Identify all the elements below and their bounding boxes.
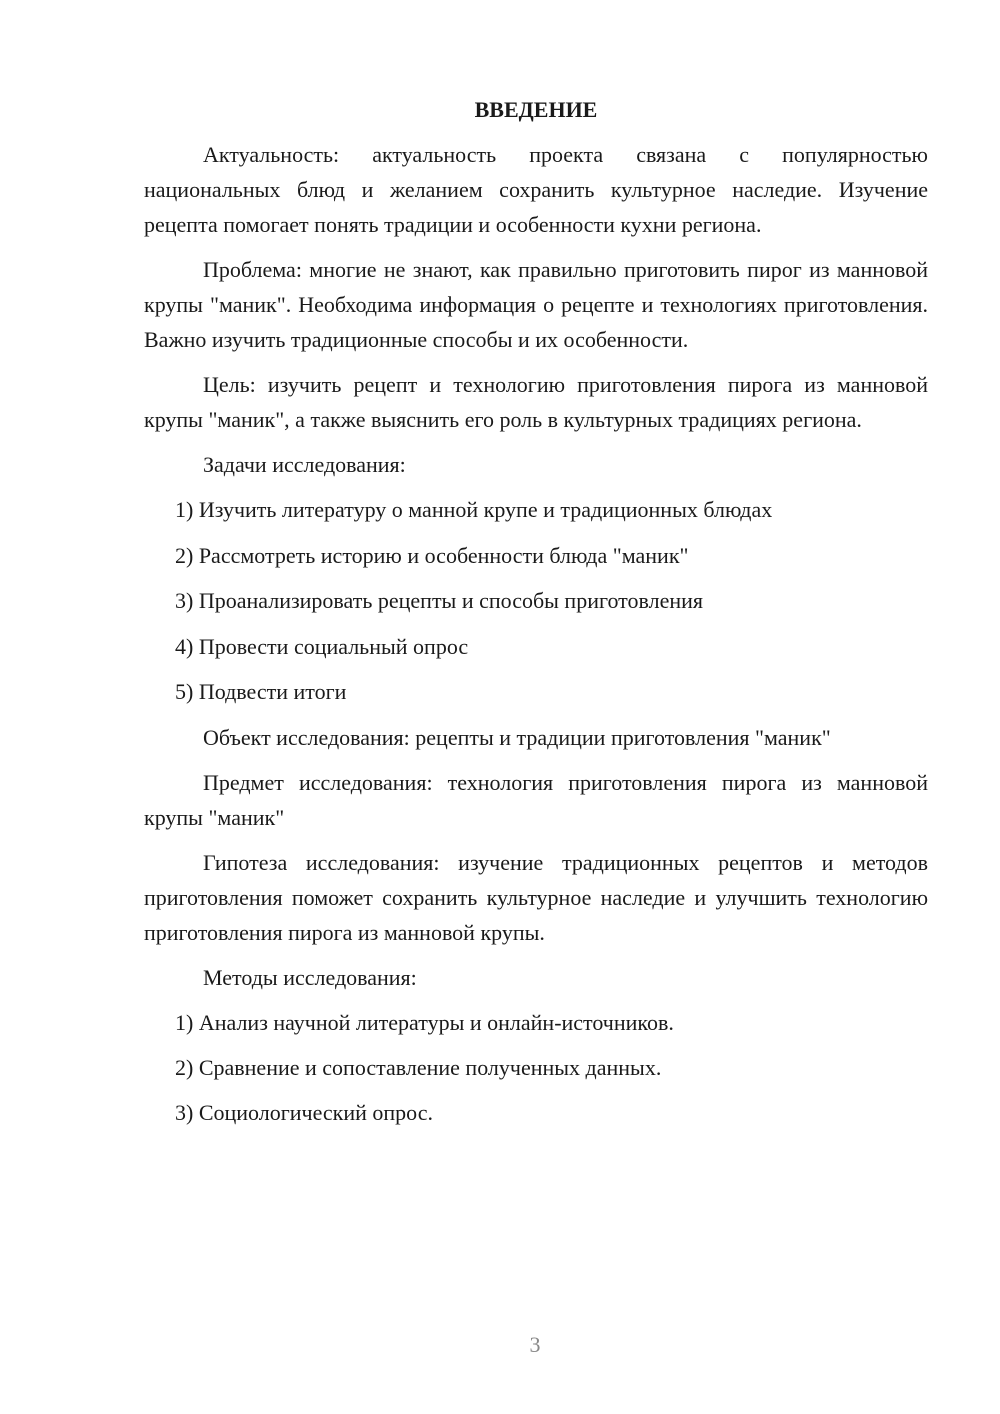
paragraph-subject: Предмет исследования: технология приготовления пирога из манновой крупы "маник" <box>144 769 928 830</box>
list-item: 1) Изучить литературу о манной крупе и традиционных блюдах <box>175 497 773 522</box>
tasks-heading: Задачи исследования: <box>203 452 406 477</box>
list-item: 4) Провести социальный опрос <box>175 633 469 659</box>
page-number: 3 <box>529 1332 541 1357</box>
list-item: 3) Социологический опрос. <box>175 1099 433 1125</box>
section-title: ВВЕДЕНИЕ <box>474 97 598 122</box>
paragraph-relevance: Актуальность: актуальность проекта связана с популярностью национальных блюд и желанием сохранить культурное наследие. Изучение рецепта помогает понять традиции и особенности кухни региона. <box>144 142 928 237</box>
list-item: 3) Проанализировать рецепты и способы приготовления <box>175 588 703 613</box>
paragraph-hypothesis: Гипотеза исследования: изучение традиционных рецептов и методов приготовления поможет сохранить культурное наследие и улучшить технологию приготовления пирога из манновой крупы. <box>144 849 928 945</box>
list-item: 2) Рассмотреть историю и особенности блюда "маник" <box>175 542 689 568</box>
paragraph-problem: Проблема: многие не знают, как правильно приготовить пирог из манновой крупы "маник". Необходима информация о рецепте и технологиях приготовления. Важно изучить традиционные способы и их особенности. <box>144 257 928 352</box>
document-page <box>144 92 928 1140</box>
list-item: 5) Подвести итоги <box>175 679 347 704</box>
methods-list <box>144 1005 928 1130</box>
list-item: 1) Анализ научной литературы и онлайн-источников. <box>175 1009 674 1035</box>
list-item: 2) Сравнение и сопоставление полученных данных. <box>175 1054 662 1080</box>
methods-heading: Методы исследования: <box>203 964 417 990</box>
paragraph-object: Объект исследования: рецепты и традиции приготовления "маник" <box>203 724 831 750</box>
tasks-list <box>144 492 928 709</box>
paragraph-goal: Цель: изучить рецепт и технологию приготовления пирога из манновой крупы "маник", а также выяснить его роль в культурных традициях региона. <box>144 372 928 432</box>
